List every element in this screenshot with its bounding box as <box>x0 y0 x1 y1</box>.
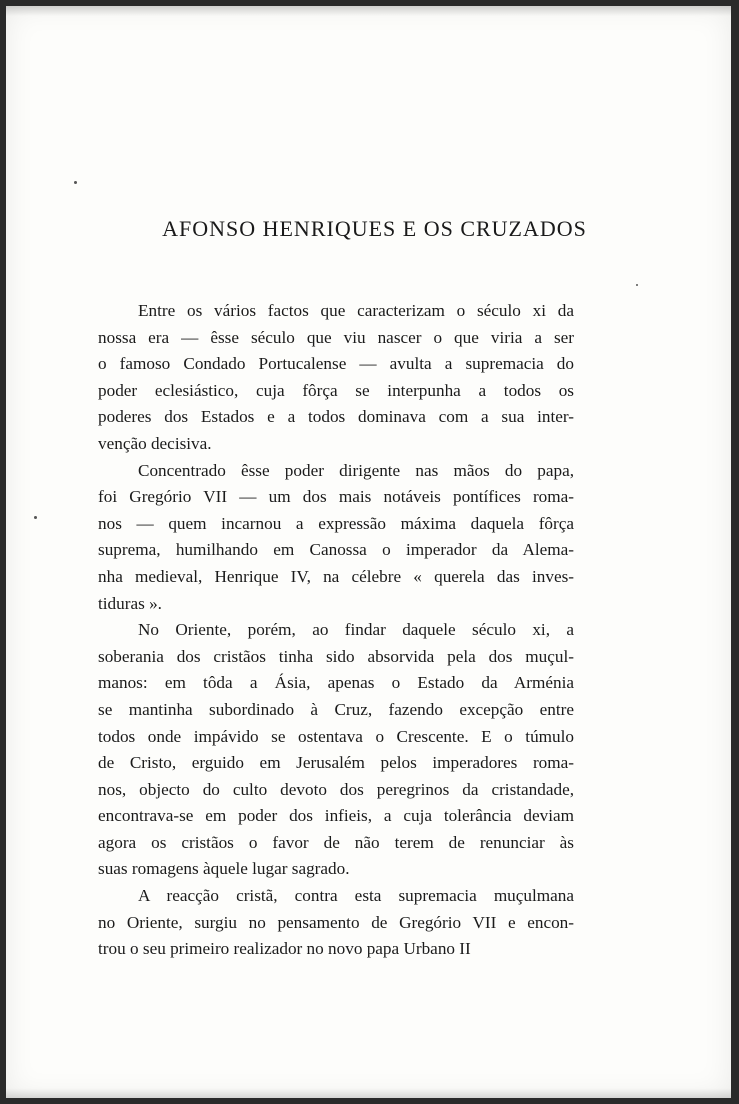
text-line: todos onde impávido se ostentava o Crescente. E o túmulo <box>98 726 574 746</box>
text-line: encontrava-se em poder dos infieis, a cuja tolerância deviam <box>98 806 574 826</box>
text-line: tiduras ». <box>98 593 162 613</box>
page-edge-shadow <box>6 1088 731 1098</box>
text-line: se mantinha subordinado à Cruz, fazendo excepção entre <box>98 699 574 719</box>
print-speck <box>34 516 37 519</box>
text-line: venção decisiva. <box>98 433 212 453</box>
print-speck <box>636 284 638 286</box>
text-line: poderes dos Estados e a todos dominava com a sua inter- <box>98 407 574 427</box>
text-line: nos, objecto do culto devoto dos peregrinos da cristandade, <box>98 779 574 799</box>
text-line: o famoso Condado Portucalense — avulta a supremacia do <box>98 354 574 374</box>
text-line: agora os cristãos o favor de não terem de renunciar às <box>98 832 574 852</box>
text-line: manos: em tôda a Ásia, apenas o Estado da Arménia <box>98 673 574 693</box>
text-line: Concentrado êsse poder dirigente nas mãos do papa, <box>138 460 574 480</box>
text-line: nos — quem incarnou a expressão máxima daquela fôrça <box>98 513 574 533</box>
text-line: nossa era — êsse século que viu nascer o que viria a ser <box>98 327 574 347</box>
text-line: soberania dos cristãos tinha sido absorvida pela dos muçul- <box>98 646 574 666</box>
paragraph <box>98 458 574 618</box>
chapter-title: AFONSO HENRIQUES E OS CRUZADOS <box>162 216 587 241</box>
paragraph <box>98 617 574 883</box>
paragraph <box>98 883 574 963</box>
paragraph <box>98 298 574 458</box>
chapter-body <box>98 298 574 963</box>
text-line: No Oriente, porém, ao findar daquele século xi, a <box>138 620 574 640</box>
text-line: trou o seu primeiro realizador no novo papa Urbano II <box>98 939 471 959</box>
book-page <box>6 6 731 1098</box>
print-speck <box>74 181 77 184</box>
text-line: Entre os vários factos que caracterizam o século xi da <box>138 301 574 320</box>
text-line: de Cristo, erguido em Jerusalém pelos imperadores roma- <box>98 753 574 773</box>
text-line: no Oriente, surgiu no pensamento de Gregório VII e encon- <box>98 912 574 932</box>
text-line: suas romagens àquele lugar sagrado. <box>98 859 350 879</box>
text-line: nha medieval, Henrique IV, na célebre « querela das inves- <box>98 566 574 586</box>
page-edge-shadow <box>6 6 731 16</box>
text-line: poder eclesiástico, cuja fôrça se interpunha a todos os <box>98 380 574 400</box>
text-line: A reacção cristã, contra esta supremacia muçulmana <box>138 886 574 906</box>
text-line: foi Gregório VII — um dos mais notáveis pontífices roma- <box>98 487 574 507</box>
text-line: suprema, humilhando em Canossa o imperador da Alema- <box>98 540 574 560</box>
